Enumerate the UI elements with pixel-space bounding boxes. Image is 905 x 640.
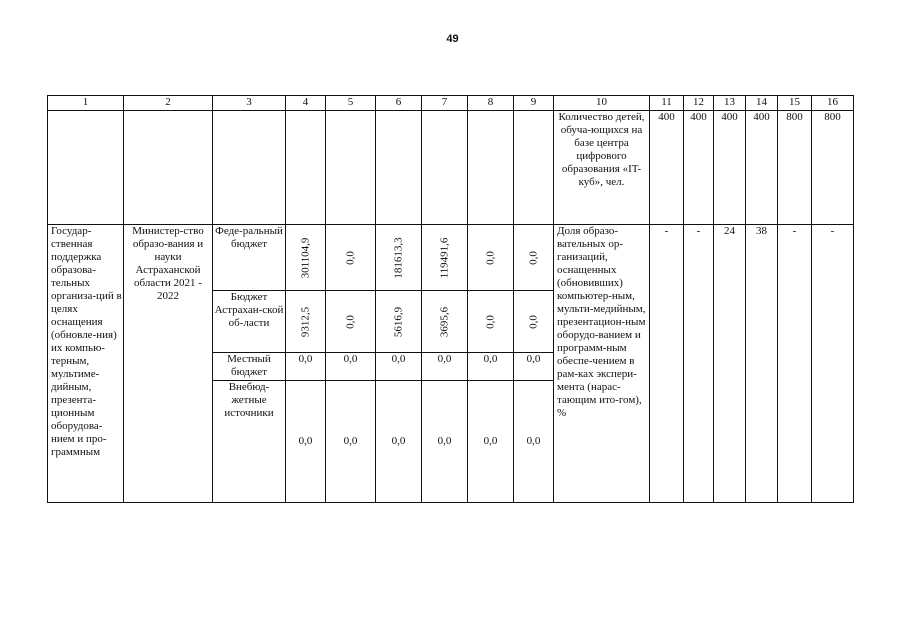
indicator-it-cube: Количество детей, обуча-ющихся на базе центра цифрового образования «IT-куб», чел.	[554, 111, 650, 225]
header-cell: 11	[650, 96, 684, 111]
funding-source: Внебюд-жетные источники	[213, 381, 286, 503]
empty-cell	[326, 111, 376, 225]
amount-cell: 0,0	[326, 225, 376, 291]
table-row	[48, 111, 854, 225]
header-row	[48, 96, 854, 111]
amount-cell: 181613,3	[376, 225, 422, 291]
amount-cell: 0,0	[286, 353, 326, 381]
header-cell: 10	[554, 96, 650, 111]
amount-cell: 0,0	[422, 381, 468, 503]
executor: Министер-ство образо-вания и науки Астраханской области 2021 - 2022	[124, 225, 213, 503]
amount-cell: 0,0	[326, 291, 376, 353]
header-cell: 13	[714, 96, 746, 111]
value-cell: 800	[812, 111, 854, 225]
header-cell: 6	[376, 96, 422, 111]
header-cell: 7	[422, 96, 468, 111]
amount-cell: 0,0	[376, 353, 422, 381]
empty-cell	[468, 111, 514, 225]
amount-cell: 0,0	[514, 353, 554, 381]
indicator-share: Доля образо-вательных ор-ганизаций, оснащенных (обновивших) компьютер-ным, мульти-медийным, презентацион-ным оборудо-ванием и программ-ным обеспе-чением в рам-ках экспери-мента (нарас-тающим ито-гом), %	[554, 225, 650, 503]
amount-cell: 9312,5	[286, 291, 326, 353]
header-cell: 8	[468, 96, 514, 111]
funding-source: Феде-ральный бюджет	[213, 225, 286, 291]
empty-cell	[48, 111, 124, 225]
amount-cell: 301104,9	[286, 225, 326, 291]
header-cell: 5	[326, 96, 376, 111]
amount-cell: 0,0	[468, 291, 514, 353]
header-cell: 14	[746, 96, 778, 111]
value-cell: -	[684, 225, 714, 503]
amount-cell: 0,0	[376, 381, 422, 503]
empty-cell	[514, 111, 554, 225]
header-cell: 2	[124, 96, 213, 111]
funding-source: Бюджет Астрахан-ской об-ласти	[213, 291, 286, 353]
funding-source: Местный бюджет	[213, 353, 286, 381]
value-cell: 800	[778, 111, 812, 225]
budget-table	[47, 95, 854, 503]
amount-cell: 0,0	[468, 225, 514, 291]
header-cell: 4	[286, 96, 326, 111]
amount-cell: 0,0	[468, 381, 514, 503]
value-cell: -	[812, 225, 854, 503]
amount-cell: 5616,9	[376, 291, 422, 353]
amount-cell: 119491,6	[422, 225, 468, 291]
amount-cell: 0,0	[422, 353, 468, 381]
empty-cell	[376, 111, 422, 225]
amount-cell: 0,0	[514, 225, 554, 291]
value-cell: -	[778, 225, 812, 503]
activity-name: Государ-ственная поддержка образова-тельных организа-ций в целях оснащения (обновле-ния) их компью-терным, мультиме-дийным, презента-ционным оборудова-нием и про-граммным	[48, 225, 124, 503]
value-cell: -	[650, 225, 684, 503]
header-cell: 16	[812, 96, 854, 111]
amount-cell: 0,0	[514, 291, 554, 353]
amount-cell: 0,0	[326, 381, 376, 503]
amount-cell: 0,0	[286, 381, 326, 503]
table-row	[48, 225, 854, 291]
page-number: 49	[446, 33, 459, 45]
header-cell: 12	[684, 96, 714, 111]
amount-cell: 3695,6	[422, 291, 468, 353]
value-cell: 400	[714, 111, 746, 225]
header-cell: 9	[514, 96, 554, 111]
value-cell: 400	[746, 111, 778, 225]
header-cell: 3	[213, 96, 286, 111]
amount-cell: 0,0	[514, 381, 554, 503]
header-cell: 15	[778, 96, 812, 111]
value-cell: 24	[714, 225, 746, 503]
amount-cell: 0,0	[326, 353, 376, 381]
empty-cell	[422, 111, 468, 225]
header-cell: 1	[48, 96, 124, 111]
amount-cell: 0,0	[468, 353, 514, 381]
value-cell: 400	[650, 111, 684, 225]
value-cell: 400	[684, 111, 714, 225]
empty-cell	[286, 111, 326, 225]
value-cell: 38	[746, 225, 778, 503]
empty-cell	[124, 111, 213, 225]
empty-cell	[213, 111, 286, 225]
